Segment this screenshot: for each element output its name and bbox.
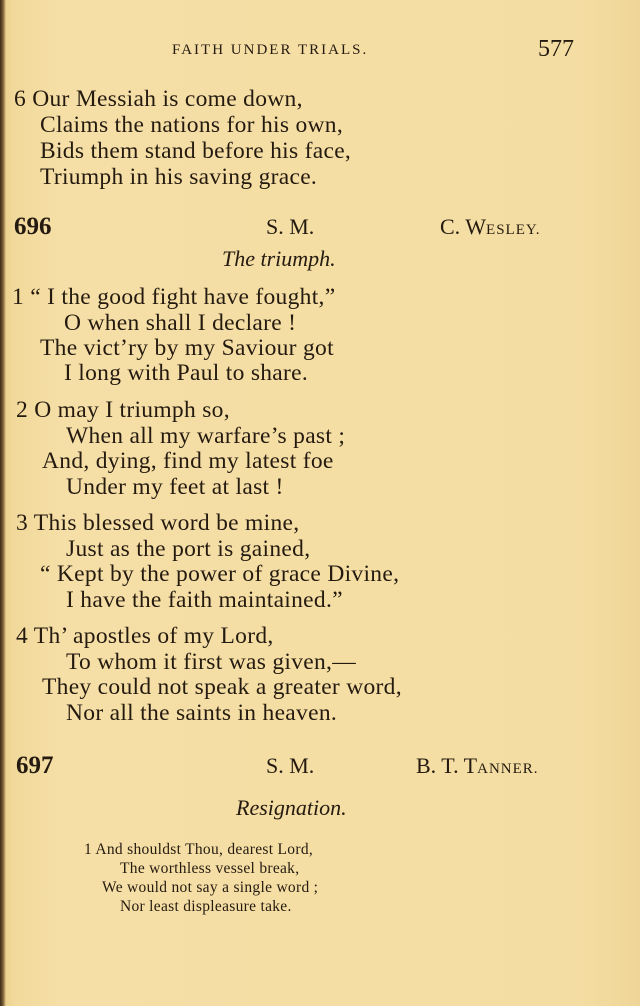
verse-line: Claims the nations for his own, — [40, 112, 344, 138]
verse-line: To whom it first was given,— — [66, 649, 357, 675]
hymn-subtitle-697: Resignation. — [236, 795, 347, 820]
author-initial: B. T. T — [416, 753, 478, 778]
verse-line: “ Kept by the power of grace Divine, — [40, 561, 400, 587]
verse-line: O when shall I declare ! — [64, 310, 297, 336]
verse-line: The worthless vessel break, — [120, 860, 300, 877]
verse-line: Bids them stand before his face, — [40, 138, 352, 164]
verse-line: 3 This blessed word be mine, — [16, 510, 300, 536]
verse-line: 2 O may I triumph so, — [16, 397, 230, 423]
hymn-author-696 — [440, 214, 541, 240]
hymn-author-697 — [416, 753, 539, 779]
verse-line: Just as the port is gained, — [66, 536, 311, 562]
verse-line: And, dying, find my latest foe — [42, 448, 334, 474]
verse-line: We would not say a single word ; — [102, 879, 319, 896]
hymn-meter-696: S. M. — [266, 214, 315, 239]
author-surname-rest: ANNER. — [477, 761, 539, 777]
verse-line: I have the faith maintained.” — [66, 587, 343, 613]
verse-line: 6 Our Messiah is come down, — [14, 86, 303, 112]
author-initial: C. W — [440, 214, 487, 239]
verse-line: I long with Paul to share. — [64, 360, 309, 386]
book-spine-shadow — [0, 0, 6, 1006]
verse-line: 1 “ I the good fight have fought,” — [12, 284, 336, 310]
hymn-number-697: 697 — [16, 752, 54, 779]
verse-line: When all my warfare’s past ; — [66, 423, 346, 449]
verse-line: They could not speak a greater word, — [42, 674, 402, 700]
verse-line: 4 Th’ apostles of my Lord, — [16, 623, 274, 649]
hymn-subtitle-696: The triumph. — [222, 246, 336, 271]
hymn-number-696: 696 — [14, 213, 52, 240]
verse-line: 1 And shouldst Thou, dearest Lord, — [84, 841, 314, 858]
hymn-meter-697: S. M. — [266, 753, 315, 778]
verse-line: Triumph in his saving grace. — [40, 164, 318, 190]
verse-line: Under my feet at last ! — [66, 474, 284, 500]
running-title: FAITH UNDER TRIALS. — [172, 42, 369, 58]
verse-line: Nor least displeasure take. — [120, 898, 292, 915]
verse-line: Nor all the saints in heaven. — [66, 700, 338, 726]
author-surname-rest: ESLEY. — [486, 222, 541, 238]
verse-line: The vict’ry by my Saviour got — [40, 335, 334, 361]
page-number: 577 — [538, 36, 574, 62]
